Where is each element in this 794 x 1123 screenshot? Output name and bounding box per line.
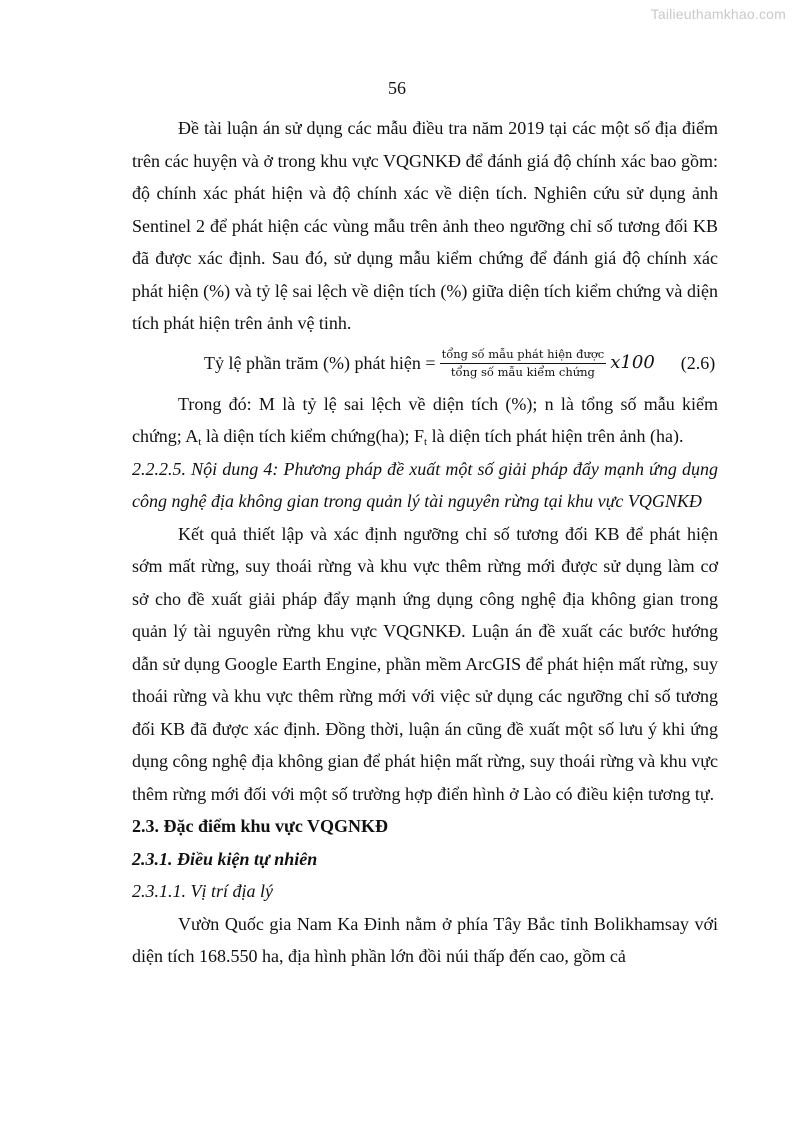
section-heading-2-3-1: 2.3.1. Điều kiện tự nhiên [132,848,318,869]
formula-multiplier: x100 [610,352,655,374]
where-sub-b: t [424,436,428,448]
paragraph-location: Vườn Quốc gia Nam Ka Đinh nằm ở phía Tây Bắc tỉnh Bolikhamsay với diện tích 168.550 ha, địa hình phần lớn đồi núi thấp đến cao, gồm cả [132,913,718,966]
paragraph-proposal: Kết quả thiết lập và xác định ngưỡng chỉ số tương đối KB để phát hiện sớm mất rừng, suy thoái rừng và khu vực thêm rừng mới được sử dụng làm cơ sở cho đề xuất giải pháp đẩy mạnh ứng dụng công nghệ địa không gian trong quản lý tài nguyên rừng khu vực VQGNKĐ. Luận án đề xuất các bước hướng dẫn sử dụng Google Earth Engine, phần mềm ArcGIS để phát hiện mất rừng, suy thoái rừng và khu vực thêm rừng mới với việc sử dụng các ngưỡng chỉ số tương đối KB đã được xác định. Đồng thời, luận án cũng đề xuất một số lưu ý khi ứng dụng công nghệ địa không gian để phát hiện mất rừng, suy thoái rừng và khu vực thêm rừng mới đối với một số trường hợp điển hình ở Lào có điều kiện tương tự. [132,523,718,804]
formula-label: Tỷ lệ phần trăm (%) phát hiện = [204,353,436,374]
page-number: 56 [388,78,406,98]
formula-denominator: tổng số mẫu kiểm chứng [450,365,595,379]
paragraph-evaluation-method: Đề tài luận án sử dụng các mẫu điều tra năm 2019 tại các một số địa điểm trên các huyện và ở trong khu vực VQGNKĐ để đánh giá độ chính xác bao gồm: độ chính xác phát hiện và độ chính xác về diện tích. Nghiên cứu sử dụng ảnh Sentinel 2 để phát hiện các vùng mẫu trên ảnh theo ngưỡng chỉ số tương đối KB đã được xác định. Sau đó, sử dụng mẫu kiểm chứng để đánh giá độ chính xác phát hiện (%) và tỷ lệ sai lệch về diện tích (%) giữa diện tích kiểm chứng và diện tích phát hiện trên ảnh vệ tinh. [132,118,718,333]
page-body [132,112,718,973]
formula-fraction [440,347,607,380]
watermark: Tailieuthamkhao.com [650,6,786,22]
section-heading-2-2-2-5: 2.2.2.5. Nội dung 4: Phương pháp đề xuất một số giải pháp đẩy mạnh ứng dụng công nghệ địa không gian trong quản lý tài nguyên rừng tại khu vực VQGNKĐ [132,458,718,511]
where-text-a: Trong đó: M là tỷ lệ sai lệch về diện tích (%); n là tổng số mẫu kiểm chứng; A [132,393,718,446]
equation-number: (2.6) [680,353,716,374]
section-heading-2-3-1-1: 2.3.1.1. Vị trí địa lý [132,881,273,901]
paragraph-where [132,388,718,453]
section-heading-2-3: 2.3. Đặc điểm khu vực VQGNKĐ [132,816,388,836]
formula-numerator: tổng số mẫu phát hiện được [440,347,607,364]
where-text-b: là diện tích kiểm chứng(ha); F [201,426,425,446]
where-text-c: là diện tích phát hiện trên ảnh (ha). [427,426,684,446]
where-sub-a: t [198,436,202,448]
formula-2-6 [132,340,718,388]
